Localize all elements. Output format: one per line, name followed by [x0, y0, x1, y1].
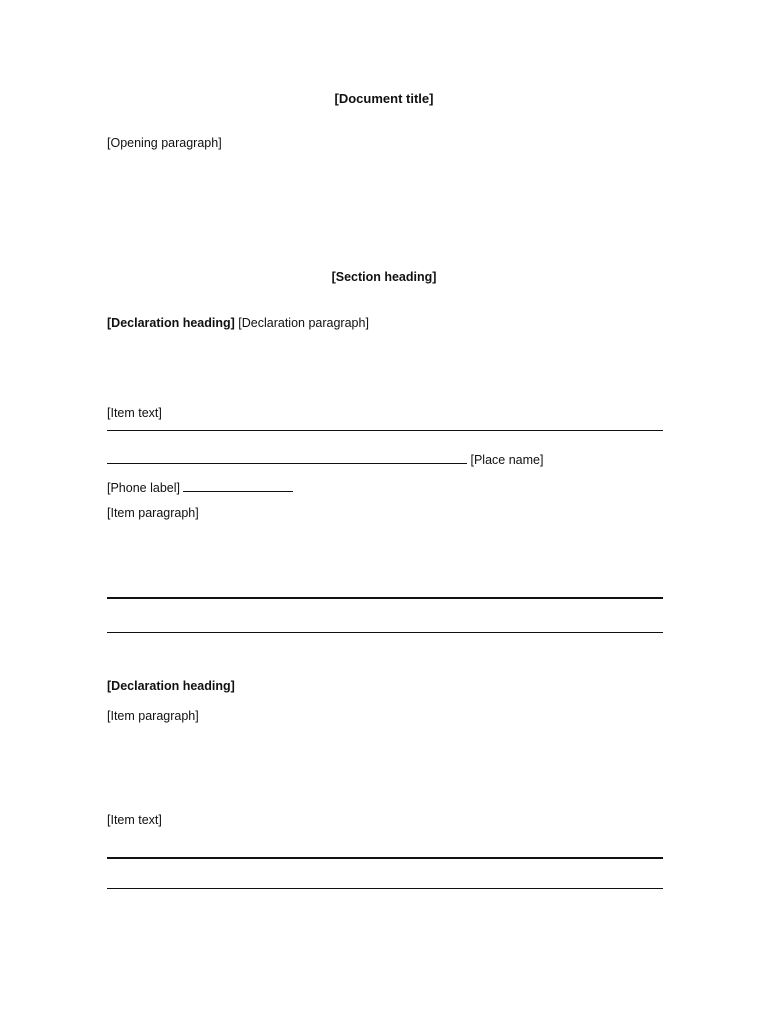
declaration-two-heading: [107, 678, 662, 695]
declaration-one-heading: [Declaration heading]: [107, 316, 235, 330]
item-b-location: [Place name]: [470, 453, 544, 467]
declaration-one: [107, 315, 662, 332]
item-b: [Item text]: [107, 406, 162, 420]
address-field[interactable]: [107, 450, 467, 464]
price-line-2: [107, 632, 663, 633]
item-d: [Item paragraph]: [107, 709, 199, 723]
property-line-1: [107, 857, 663, 859]
address-line: [107, 430, 663, 431]
price-line-1: [107, 597, 663, 599]
property-line-2: [107, 888, 663, 889]
item-e: [Item text]: [107, 813, 162, 827]
item-b-location-row: [107, 450, 662, 469]
phone-label: [Phone label]: [107, 481, 180, 495]
item-c: [Item paragraph]: [107, 506, 199, 520]
declarations-heading: [Section heading]: [331, 270, 437, 284]
declaration-one-body: [Declaration paragraph]: [238, 316, 369, 330]
phone-field[interactable]: [183, 478, 293, 492]
intro-paragraph: [Opening paragraph]: [107, 136, 222, 150]
phone-row: [107, 478, 662, 497]
document-title: [Document title]: [334, 91, 434, 106]
declaration-two-heading-text: [Declaration heading]: [107, 679, 235, 693]
